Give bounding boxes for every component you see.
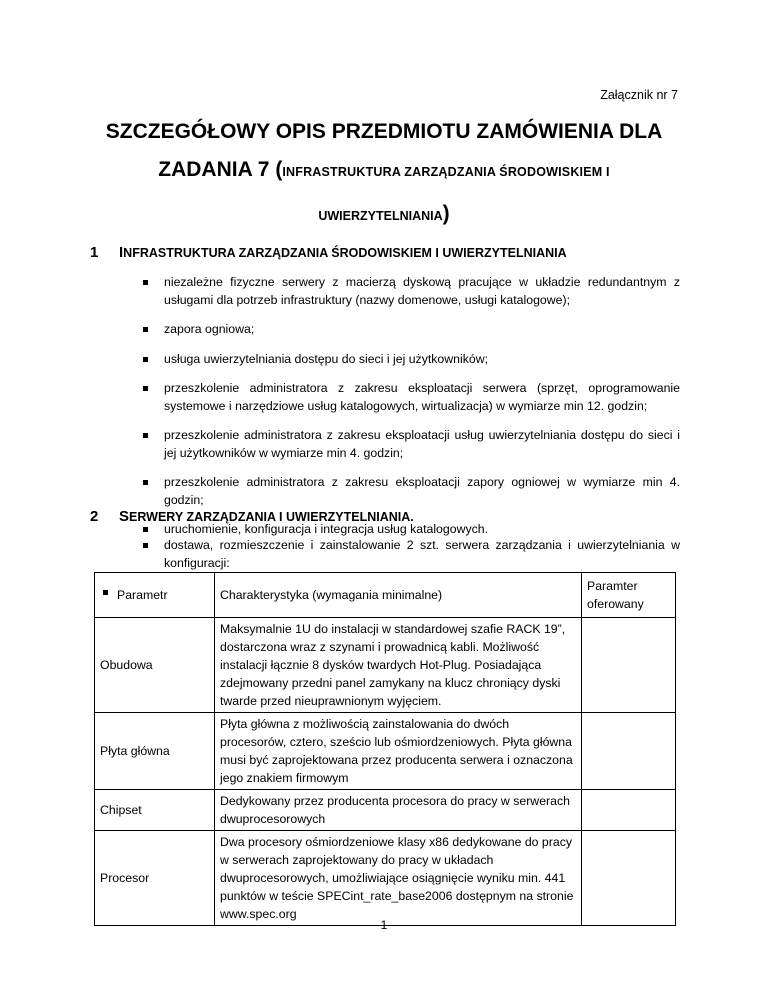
title-line-3-smallcaps: UWIERZYTELNIANIA [318,209,443,223]
cell-offered[interactable] [582,618,676,713]
cell-offered[interactable] [582,831,676,926]
section-2-title [119,508,414,525]
list-item: zapora ogniowa; [143,321,680,339]
cell-param: Obudowa [95,618,215,713]
cell-desc: Płyta główna z możliwością zainstalowania do dwóch procesorów, cztero, sześcio lub ośmiordzeniowych. Płyta główna musi być zaprojektowana przez producenta serwera i oznaczona jego znakiem firmowym [215,713,582,790]
annex-label: Załącznik nr 7 [600,88,678,102]
table-row [95,790,676,831]
table-header-row [95,573,676,618]
title-line-2-main: ZADANIA 7 ( [158,158,283,181]
list-item: dostawa, rozmieszczenie i zainstalowanie 2 szt. serwera zarządzania i uwierzytelniania w konfiguracji: [143,537,680,572]
cell-offered[interactable] [582,713,676,790]
list-item: niezależne fizyczne serwery z macierzą dyskową pracujące w układzie redundantnym z usługami dla potrzeb infrastruktury (nazwy domenowe, usługi katalogowe); [143,274,680,309]
spec-table [94,572,676,926]
section-1-heading [90,244,567,261]
document-title [90,120,678,228]
title-line-2 [90,158,678,184]
page-number: 1 [380,918,388,932]
header-parametr-oferowany: Paramter oferowany [582,573,676,618]
list-item: przeszkolenie administratora z zakresu eksploatacji usług uwierzytelniania dostępu do sieci i jej użytkowników w wymiarze min 4. godzin; [143,427,680,462]
section-2-title-initial: S [119,508,130,525]
header-charakterystyka: Charakterystyka (wymagania minimalne) [215,573,582,618]
cell-desc: Maksymalnie 1U do instalacji w standardowej szafie RACK 19”, dostarczona wraz z szynami i prowadnicą kabli. Możliwość instalacji łącznie 8 dysków twardych Hot-Plug. Posiadająca zdejmowany przedni panel zamykany na klucz chroniący dyski twarde przed nieuprawnionym wyjęciem. [215,618,582,713]
section-2-title-rest: ERWERY ZARZĄDZANIA I UWIERZYTELNIANIA. [129,510,414,524]
section-1-title [119,244,567,261]
section-1-number: 1 [90,244,99,261]
cell-param: Chipset [95,790,215,831]
table-row [95,713,676,790]
list-item: przeszkolenie administratora z zakresu eksploatacji zapory ogniowej w wymiarze min 4. godzin; [143,474,680,509]
title-line-2-smallcaps: INFRASTRUKTURA ZARZĄDZANIA ŚRODOWISKIEM I [282,165,610,179]
cell-desc: Dwa procesory ośmiordzeniowe klasy x86 dedykowane do pracy w serwerach zaprojektowany do pracy w układach dwuprocesorowych, umożliwiające osiągnięcie wyniku min. 441 punktów w teście SPECint_rate_base2006 dostępnym na stronie www.spec.org [215,831,582,926]
title-line-1: SZCZEGÓŁOWY OPIS PRZEDMIOTU ZAMÓWIENIA DLA [105,120,663,143]
header-parametr: Parametr [95,573,215,618]
table-row [95,831,676,926]
cell-desc: Dedykowany przez producenta procesora do pracy w serwerach dwuprocesorowych [215,790,582,831]
section-2-number: 2 [90,508,99,525]
list-item: usługa uwierzytelniania dostępu do sieci i jej użytkowników; [143,351,680,369]
title-close-paren: ) [442,202,450,225]
list-item: uruchomienie, konfiguracja i integracja usług katalogowych. [143,521,680,539]
cell-param: Płyta główna [95,713,215,790]
section-2-heading [90,508,414,525]
section-1-title-initial: I [119,244,124,261]
title-line-3 [90,202,678,228]
list-item: przeszkolenie administratora z zakresu eksploatacji serwera (sprzęt, oprogramowanie systemowe i narzędziowe usług katalogowych, wirtualizacja) w wymiarze min 12. godzin; [143,380,680,415]
cell-offered[interactable] [582,790,676,831]
table-row [95,618,676,713]
section-1-title-rest: NFRASTRUKTURA ZARZĄDZANIA ŚRODOWISKIEM I UWIERZYTELNIANIA [123,246,567,260]
cell-param: Procesor [95,831,215,926]
